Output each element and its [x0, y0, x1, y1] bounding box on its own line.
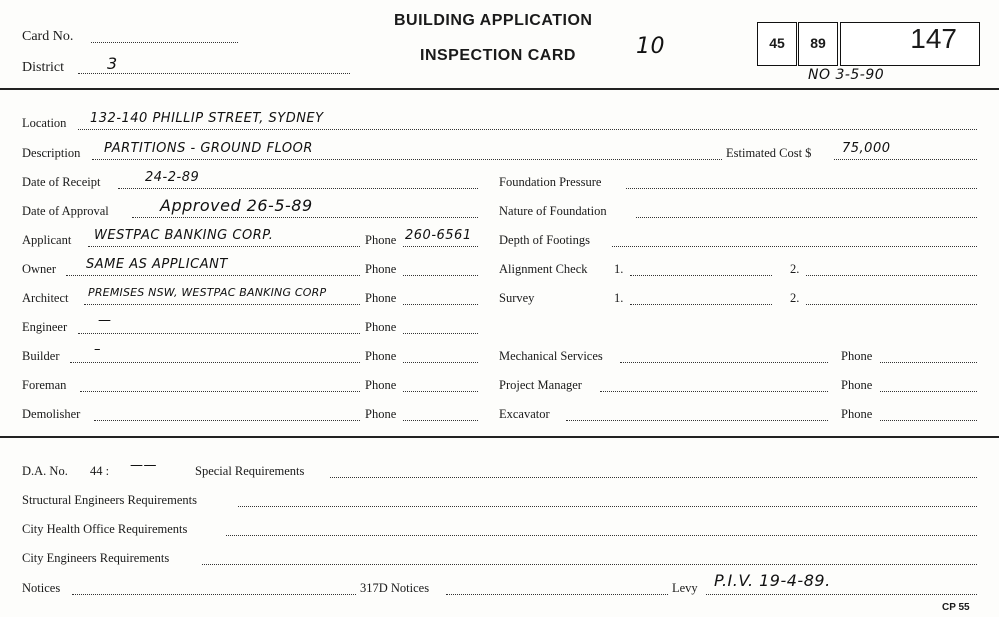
district-field[interactable]: [78, 73, 350, 74]
box-annotation: NO 3-5-90: [808, 67, 885, 83]
special-req-field[interactable]: [330, 477, 977, 478]
survey-num1: 1.: [614, 291, 624, 305]
excavator-phone-label: Phone: [841, 407, 873, 421]
city-eng-req-label: City Engineers Requirements: [22, 551, 170, 565]
form-title-line2: INSPECTION CARD: [420, 47, 576, 64]
applicant-phone-value: 260-6561: [405, 228, 472, 243]
section-divider: [0, 436, 999, 438]
location-label: Location: [22, 116, 67, 130]
applicant-label: Applicant: [22, 233, 72, 247]
date-receipt-value: 24-2-89: [145, 170, 200, 185]
box-number-value: 147: [910, 23, 957, 54]
architect-phone-label: Phone: [365, 291, 397, 305]
da-value: 44 :: [90, 464, 110, 478]
builder-value: –: [94, 342, 101, 357]
district-label: District: [22, 60, 64, 75]
description-label: Description: [22, 146, 81, 160]
owner-phone-field[interactable]: [403, 275, 478, 276]
notices-317d-field[interactable]: [446, 594, 668, 595]
location-field[interactable]: [78, 129, 977, 130]
applicant-phone-label: Phone: [365, 233, 397, 247]
foreman-phone-label: Phone: [365, 378, 397, 392]
description-field[interactable]: [92, 159, 722, 160]
box-a: [757, 22, 797, 66]
alignment-label: Alignment Check: [499, 262, 588, 276]
engineer-label: Engineer: [22, 320, 68, 334]
alignment-num2: 2.: [790, 262, 800, 276]
depth-footings-field[interactable]: [612, 246, 977, 247]
nature-foundation-label: Nature of Foundation: [499, 204, 607, 218]
levy-value: P.I.V. 19-4-89.: [714, 571, 831, 590]
card-no-field[interactable]: [91, 42, 238, 43]
owner-field[interactable]: [66, 275, 360, 276]
box-b-value: 89: [810, 35, 826, 51]
excavator-phone-field[interactable]: [880, 420, 977, 421]
architect-field[interactable]: [84, 304, 360, 305]
survey-num2: 2.: [790, 291, 800, 305]
estimated-cost-label: Estimated Cost $: [726, 146, 812, 160]
header-divider: [0, 88, 999, 90]
architect-phone-field[interactable]: [403, 304, 478, 305]
date-approval-label: Date of Approval: [22, 204, 109, 218]
notices-label: Notices: [22, 581, 61, 595]
description-value: PARTITIONS - GROUND FLOOR: [104, 141, 313, 156]
demolisher-phone-label: Phone: [365, 407, 397, 421]
mechanical-label: Mechanical Services: [499, 349, 603, 363]
structural-req-field[interactable]: [238, 506, 977, 507]
builder-phone-label: Phone: [365, 349, 397, 363]
form-code: CP 55: [942, 602, 970, 613]
mechanical-phone-label: Phone: [841, 349, 873, 363]
levy-field[interactable]: [706, 594, 977, 595]
estimated-cost-value: 75,000: [842, 141, 891, 156]
owner-phone-label: Phone: [365, 262, 397, 276]
foreman-label: Foreman: [22, 378, 67, 392]
structural-req-label: Structural Engineers Requirements: [22, 493, 197, 507]
demolisher-phone-field[interactable]: [403, 420, 478, 421]
foreman-field[interactable]: [80, 391, 360, 392]
district-value: 3: [107, 54, 118, 73]
date-approval-value: Approved 26-5-89: [160, 196, 313, 215]
project-manager-label: Project Manager: [499, 378, 582, 392]
alignment-field-2[interactable]: [806, 275, 977, 276]
applicant-value: WESTPAC BANKING CORP.: [94, 228, 274, 243]
project-manager-field[interactable]: [600, 391, 828, 392]
owner-value: SAME AS APPLICANT: [86, 257, 228, 272]
date-receipt-label: Date of Receipt: [22, 175, 101, 189]
survey-field-2[interactable]: [806, 304, 977, 305]
foundation-pressure-label: Foundation Pressure: [499, 175, 602, 189]
foreman-phone-field[interactable]: [403, 391, 478, 392]
date-receipt-field[interactable]: [118, 188, 478, 189]
form-title-line1: BUILDING APPLICATION: [394, 12, 593, 29]
mechanical-phone-field[interactable]: [880, 362, 977, 363]
applicant-phone-field[interactable]: [403, 246, 478, 247]
health-req-field[interactable]: [226, 535, 977, 536]
builder-field[interactable]: [70, 362, 360, 363]
applicant-field[interactable]: [88, 246, 360, 247]
mechanical-field[interactable]: [620, 362, 828, 363]
location-value: 132-140 PHILLIP STREET, SYDNEY: [90, 111, 324, 126]
project-manager-phone-label: Phone: [841, 378, 873, 392]
demolisher-field[interactable]: [94, 420, 360, 421]
handwritten-number: 10: [636, 34, 665, 59]
health-req-label: City Health Office Requirements: [22, 522, 188, 536]
engineer-value: —: [98, 313, 112, 328]
box-a-value: 45: [769, 35, 785, 51]
notices-field[interactable]: [72, 594, 356, 595]
levy-label: Levy: [672, 581, 698, 595]
engineer-phone-label: Phone: [365, 320, 397, 334]
depth-footings-label: Depth of Footings: [499, 233, 590, 247]
owner-label: Owner: [22, 262, 57, 276]
project-manager-phone-field[interactable]: [880, 391, 977, 392]
survey-field-1[interactable]: [630, 304, 772, 305]
nature-foundation-field[interactable]: [636, 217, 977, 218]
builder-label: Builder: [22, 349, 60, 363]
da-label: D.A. No.: [22, 464, 68, 478]
estimated-cost-field[interactable]: [834, 159, 977, 160]
excavator-field[interactable]: [566, 420, 828, 421]
box-number: [840, 22, 980, 66]
survey-label: Survey: [499, 291, 535, 305]
box-b: [798, 22, 838, 66]
da-dash: ——: [130, 458, 157, 473]
architect-label: Architect: [22, 291, 69, 305]
engineer-field[interactable]: [78, 333, 360, 334]
engineer-phone-field[interactable]: [403, 333, 478, 334]
demolisher-label: Demolisher: [22, 407, 81, 421]
builder-phone-field[interactable]: [403, 362, 478, 363]
foundation-pressure-field[interactable]: [626, 188, 977, 189]
alignment-num1: 1.: [614, 262, 624, 276]
architect-value: PREMISES NSW, WESTPAC BANKING CORP: [88, 286, 327, 299]
date-approval-field[interactable]: [132, 217, 478, 218]
excavator-label: Excavator: [499, 407, 550, 421]
special-req-label: Special Requirements: [195, 464, 305, 478]
city-eng-req-field[interactable]: [202, 564, 977, 565]
alignment-field-1[interactable]: [630, 275, 772, 276]
notices-317d-label: 317D Notices: [360, 581, 430, 595]
card-no-label: Card No.: [22, 29, 74, 44]
